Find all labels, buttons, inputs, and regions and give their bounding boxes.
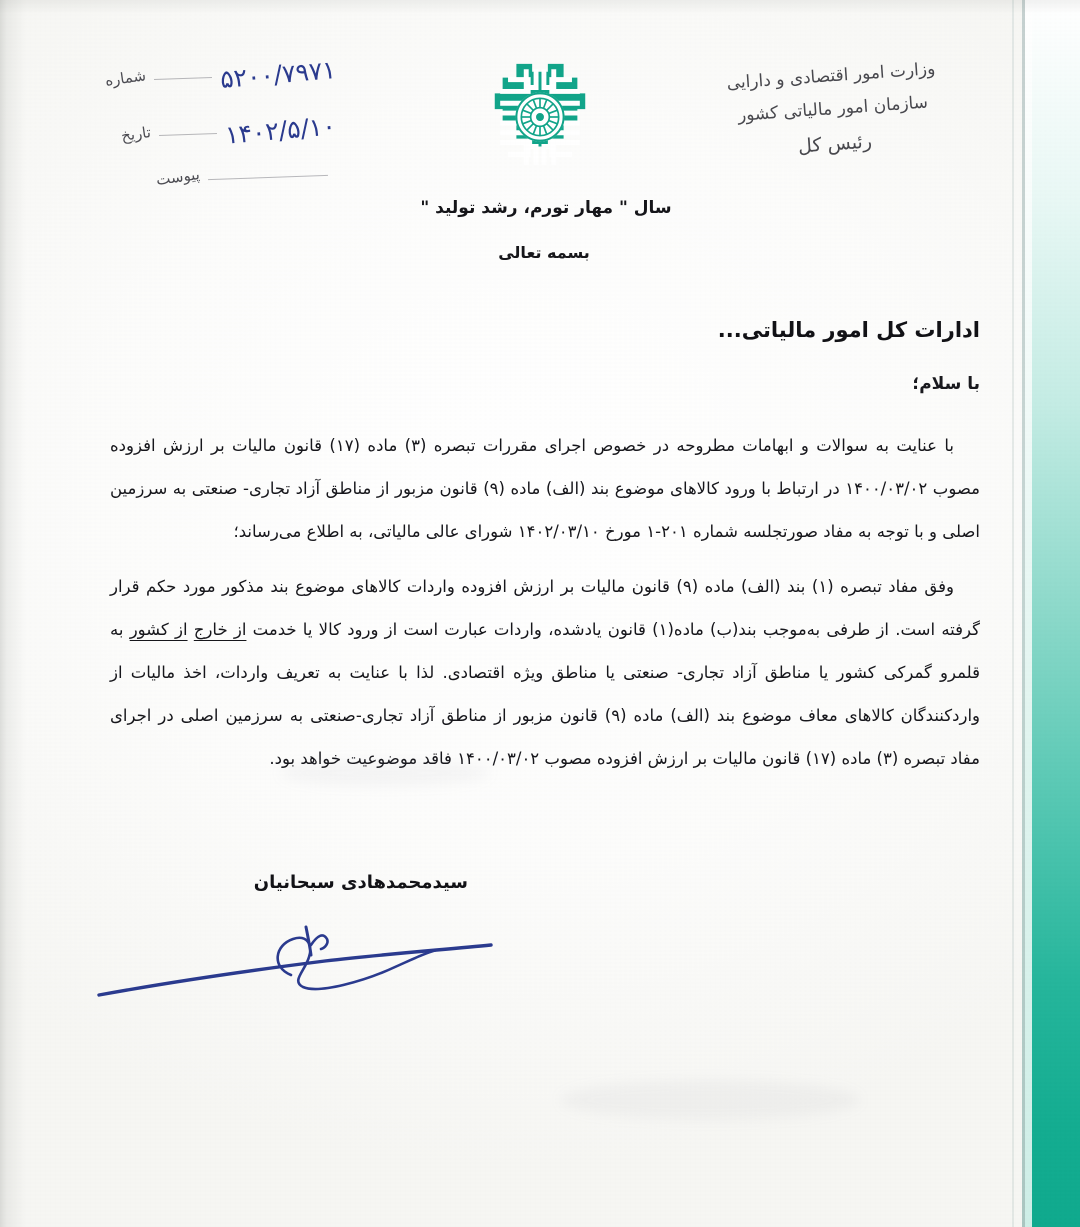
body-paragraph-2 xyxy=(110,565,980,780)
greeting-line: با سلام؛ xyxy=(912,374,980,394)
body-paragraph-2-text: وفق مفاد تبصره (۱) بند (الف) ماده (۹) قانون مالیات بر ارزش افزوده واردات کالاهای موضوع بند مذکور مورد حکم قرار گرفته است. از طرفی به‌موجب بند(ب) ماده(۱) قانون یادشده، واردات عبارت است از ورود کالا یا خدمت از خارج از کشور به قلمرو گمرکی کشور یا مناطق آزاد تجاری- صنعتی یا مناطق ویژه اقتصادی. لذا با عنایت به تعریف واردات، اخذ مالیات از واردکنندگان کالاهای معاف موضوع بند (الف) ماده (۹) قانون مزبور از مناطق آزاد تجاری-صنعتی به سرزمین اصلی در اجرای مفاد تبصره (۳) ماده (۱۷) قانون مالیات بر ارزش افزوده مصوب ۱۴۰۰/۰۳/۰۲ فاقد موضوعیت خواهد بود. xyxy=(110,577,980,768)
reference-number-rule xyxy=(154,77,212,80)
addressee-line: ادارات کل امور مالیاتی... xyxy=(717,318,980,342)
page-edge-shadow-left xyxy=(0,0,26,1227)
reference-date-label: تاریخ xyxy=(120,123,153,145)
basmala-text: بسمه تعالی xyxy=(498,243,590,262)
page-edge-shadow-top xyxy=(0,0,1080,14)
reference-field-attachment xyxy=(155,165,336,189)
handwritten-signature xyxy=(95,905,495,1020)
reference-field-number xyxy=(104,55,338,94)
letterhead-organization: سازمان امور مالیاتی کشور xyxy=(737,92,929,126)
letterhead-ministry: وزارت امور اقتصادی و دارایی xyxy=(726,59,936,94)
reference-attachment-rule xyxy=(208,175,328,180)
letterhead-block xyxy=(710,60,960,163)
reference-date-value: ۱۴۰۲/۵/۱۰ xyxy=(224,111,338,150)
reference-number-value: ۵۲۰۰/۷۹۷۱ xyxy=(219,55,338,94)
reference-attachment-label: پیوست xyxy=(155,165,202,189)
page-fold-line-secondary xyxy=(1012,0,1014,1227)
reference-field-date xyxy=(120,111,338,150)
tax-administration-emblem-icon xyxy=(481,58,599,176)
letterhead-role: رئیس کل xyxy=(797,130,873,158)
signer-name: سیدمحمدهادی سبحانیان xyxy=(253,872,468,893)
page-fold-line xyxy=(1022,0,1025,1227)
reference-fields-block xyxy=(56,30,336,190)
reference-number-label: شماره xyxy=(104,66,148,90)
green-edge-band xyxy=(1032,0,1080,1227)
letter-body xyxy=(110,424,980,780)
body-paragraph-1: با عنایت به سوالات و ابهامات مطروحه در خصوص اجرای مقررات تبصره (۳) ماده (۱۷) قانون مالیات بر ارزش افزوده مصوب ۱۴۰۰/۰۳/۰۲ در ارتباط با ورود کالاهای موضوع بند (الف) ماده (۹) قانون مزبور از مناطق آزاد تجاری- صنعتی به سرزمین اصلی و با توجه به مفاد صورتجلسه شماره ۲۰۱-۱ مورخ ۱۴۰۲/۰۳/۱۰ شورای عالی مالیاتی، به اطلاع می‌رساند؛ xyxy=(110,436,981,541)
reference-date-rule xyxy=(159,133,217,136)
year-slogan: سال " مهار تورم، رشد تولید " xyxy=(420,198,672,218)
